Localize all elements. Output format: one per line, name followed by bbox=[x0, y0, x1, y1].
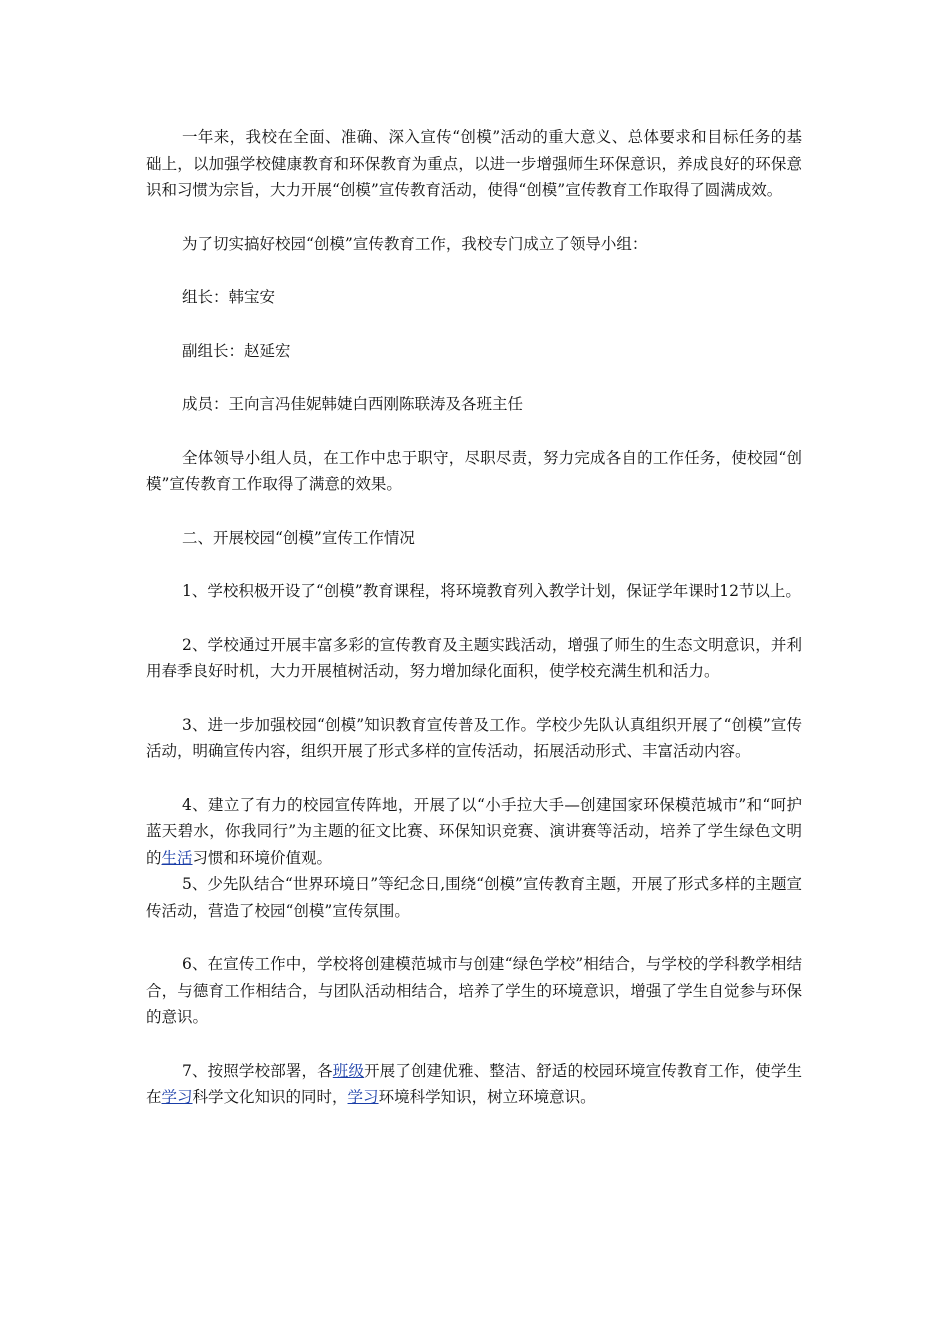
paragraph-item-4 bbox=[146, 792, 802, 872]
paragraph-leadership-intro: 为了切实搞好校园“创模”宣传教育工作，我校专门成立了领导小组： bbox=[182, 234, 648, 253]
paragraph-item-7 bbox=[146, 1058, 802, 1111]
link-xuexi-2[interactable]: 学习 bbox=[347, 1088, 379, 1106]
paragraph-group-leader: 组长：韩宝安 bbox=[182, 288, 276, 306]
item-7-text-1: 7、按照学校部署，各 bbox=[182, 1061, 333, 1080]
item-4-text-before: 4、建立了有力的校园宣传阵地，开展了以“小手拉大手—创建国家环保模范城市”和“呵护蓝天碧水，你我同行”为主题的征文比赛、环保知识竞赛、演讲赛等活动，培养了学生绿色文明的 bbox=[146, 795, 802, 867]
paragraph-item-2: 2、学校通过开展丰富多彩的宣传教育及主题实践活动，增强了师生的生态文明意识，并利用春季良好时机，大力开展植树活动，努力增加绿化面积，使学校充满生机和活力。 bbox=[146, 635, 802, 680]
item-7-text-4: 环境科学知识，树立环境意识。 bbox=[378, 1088, 596, 1106]
paragraph-intro: 一年来，我校在全面、准确、深入宣传“创模”活动的重大意义、总体要求和目标任务的基础上，以加强学校健康教育和环保教育为重点，以进一步增强师生环保意识，养成良好的环保意识和习惯为宗旨，大力开展“创模”宣传教育活动，使得“创模”宣传教育工作取得了圆满成效。 bbox=[146, 128, 802, 199]
link-banji[interactable]: 班级 bbox=[332, 1061, 365, 1080]
link-shenghuo[interactable]: 生活 bbox=[161, 848, 193, 867]
document-body bbox=[146, 124, 802, 1111]
paragraph-leadership-summary: 全体领导小组人员，在工作中忠于职守，尽职尽责，努力完成各自的工作任务，使校园“创模”宣传教育工作取得了满意的效果。 bbox=[146, 448, 802, 493]
paragraph-members: 成员：王向言冯佳妮韩婕白西刚陈联涛及各班主任 bbox=[182, 395, 524, 413]
section-heading-2: 二、开展校园“创模”宣传工作情况 bbox=[182, 528, 415, 547]
paragraph-deputy-leader: 副组长：赵延宏 bbox=[182, 341, 291, 360]
paragraph-item-5: 5、少先队结合“世界环境日”等纪念日,围绕“创模”宣传教育主题，开展了形式多样的主题宣传活动，营造了校园“创模”宣传氛围。 bbox=[146, 875, 802, 920]
link-xuexi-1[interactable]: 学习 bbox=[161, 1088, 193, 1106]
paragraph-item-6: 6、在宣传工作中，学校将创建模范城市与创建“绿色学校”相结合，与学校的学科教学相结合，与德育工作相结合，与团队活动相结合，培养了学生的环境意识，增强了学生自觉参与环保的意识。 bbox=[146, 955, 802, 1026]
item-7-text-3: 科学文化知识的同时， bbox=[192, 1088, 348, 1106]
paragraph-item-3: 3、进一步加强校园“创模”知识教育宣传普及工作。学校少先队认真组织开展了“创模”宣传活动，明确宣传内容，组织开展了形式多样的宣传活动，拓展活动形式、丰富活动内容。 bbox=[146, 715, 802, 760]
item-7-text-2: 开展了创建优雅、整洁、舒适的校园环境宣传教育工作，使学生在 bbox=[146, 1061, 802, 1106]
paragraph-item-1: 1、学校积极开设了“创模”教育课程，将环境教育列入教学计划，保证学年课时12节以上。 bbox=[182, 582, 801, 600]
item-4-text-after: 习惯和环境价值观。 bbox=[192, 848, 333, 867]
